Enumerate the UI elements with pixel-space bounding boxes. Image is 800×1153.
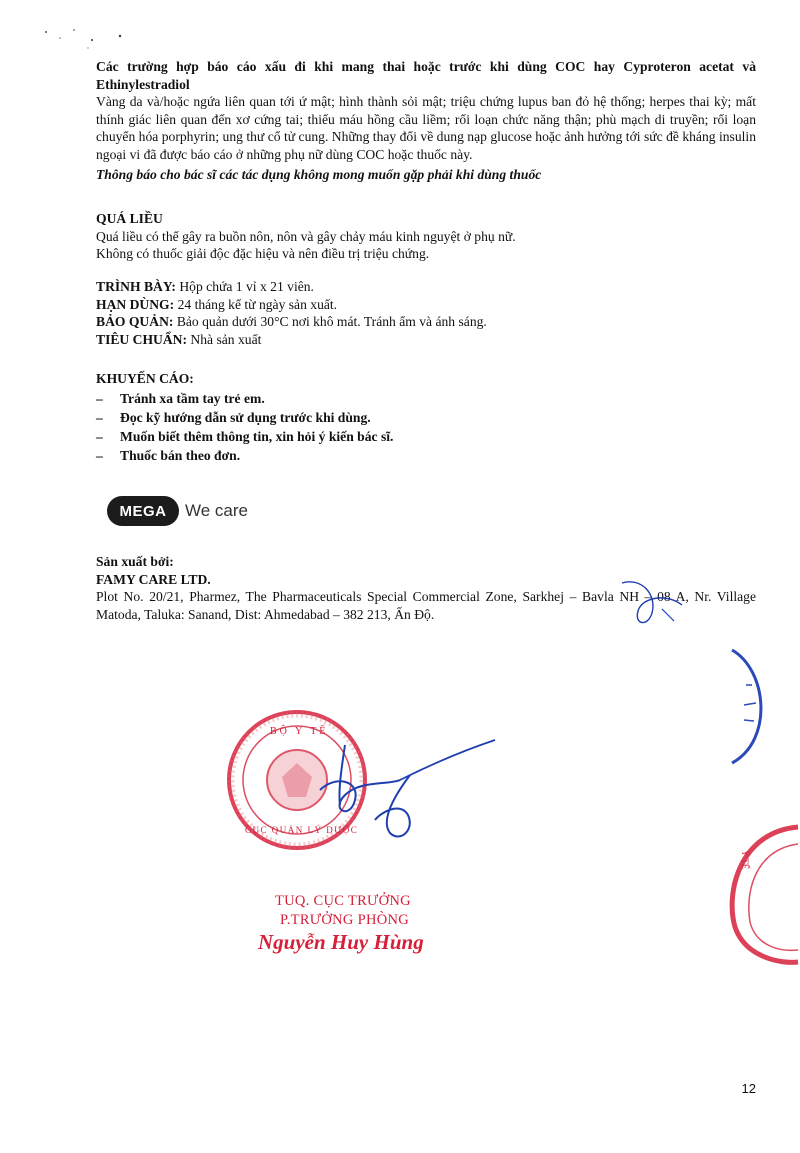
- warning-item: [96, 427, 756, 446]
- page-number: 12: [741, 1081, 756, 1096]
- signer-name: Nguyễn Huy Hùng: [258, 930, 424, 954]
- expiry-value: 24 tháng kể từ ngày sản xuất.: [177, 296, 338, 312]
- warning-text: Tránh xa tầm tay trẻ em.: [120, 390, 265, 406]
- presentation-row: [96, 278, 756, 296]
- storage-value: Bảo quản dưới 30°C nơi khô mát. Tránh ẩm và ánh sáng.: [176, 314, 487, 329]
- adverse-heading: Các trường hợp báo cáo xấu đi khi mang thai hoặc trước khi dùng COC hay Cyproteron acetat và Ethinylestradiol: [96, 59, 756, 92]
- warning-dash: –: [96, 390, 103, 406]
- standard-row: [96, 331, 756, 349]
- warning-text: Thuốc bán theo đơn.: [120, 447, 241, 463]
- authority-line-2: P.TRƯỞNG PHÒNG: [280, 912, 410, 928]
- warning-dash: –: [96, 428, 103, 444]
- red-partial-stamp: [710, 822, 800, 967]
- adverse-body: Vàng da và/hoặc ngứa liên quan tới ứ mật; hình thành sỏi mật; triệu chứng lupus ban đỏ hệ thống; herpes thai kỳ; mất thính giác liên quan đến xơ cứng tai; thiếu máu hồng cầu liềm; rối loạn chức năng thận; phù mạch di truyền; rối loạn chuyển hóa porphyrin; ung thư cổ tử cung. Những thay đổi về dung nạp glucose hoặc ảnh hưởng tới sức đề kháng insulin ngoại vi đã được báo cáo ở những phụ nữ dùng COC hoặc thuốc này.: [96, 94, 756, 162]
- adverse-notice: Thông báo cho bác sĩ các tác dụng không mong muốn gặp phải khi dùng thuốc: [96, 167, 542, 182]
- authority-line-1: TUQ. CỤC TRƯỞNG: [275, 893, 411, 909]
- stamp-bottom-text: CỤC QUẢN LÝ DƯỢC: [245, 825, 359, 835]
- manufacturer-address: Plot No. 20/21, Pharmez, The Pharmaceuticals Special Commercial Zone, Sarkhej – Bavla NH – 08 A, Nr. Village Matoda, Taluka: Sanand, Dist: Ahmedabad – 382 213, Ấn Độ.: [96, 589, 756, 622]
- warning-text: Muốn biết thêm thông tin, xin hỏi ý kiến bác sĩ.: [120, 428, 394, 444]
- warnings-section: [96, 370, 756, 465]
- overdose-section: [96, 210, 756, 263]
- blue-partial-stamp: [712, 645, 800, 765]
- warning-item: [96, 389, 756, 408]
- expiry-label: HẠN DÙNG:: [96, 296, 175, 312]
- manufacturer-label: Sản xuất bởi:: [96, 554, 174, 569]
- logo-brand: MEGA: [107, 496, 179, 526]
- warnings-heading: KHUYẾN CÁO:: [96, 371, 194, 386]
- blue-signature: [300, 735, 500, 845]
- standard-value: Nhà sản xuất: [190, 331, 262, 347]
- warning-dash: –: [96, 409, 103, 425]
- mega-logo: [107, 496, 248, 526]
- adverse-section: [96, 58, 756, 184]
- expiry-row: [96, 296, 756, 314]
- logo-tagline: We care: [185, 501, 248, 520]
- storage-row: [96, 313, 756, 331]
- standard-label: TIÊU CHUẨN:: [96, 331, 188, 347]
- presentation-label: TRÌNH BÀY:: [96, 279, 176, 294]
- scan-specks: [40, 24, 130, 54]
- presentation-value: Hộp chứa 1 vỉ x 21 viên.: [179, 279, 314, 294]
- manufacturer-name: FAMY CARE LTD.: [96, 571, 211, 587]
- partial-stamp-text: Y TẾ: [740, 850, 750, 870]
- warning-item: [96, 446, 756, 465]
- warning-text: Đọc kỹ hướng dẫn sử dụng trước khi dùng.: [120, 409, 371, 425]
- overdose-line-1: Quá liều có thể gây ra buồn nôn, nôn và gây chảy máu kinh nguyệt ở phụ nữ.: [96, 228, 516, 244]
- overdose-heading: QUÁ LIỀU: [96, 211, 163, 226]
- warning-item: [96, 408, 756, 427]
- storage-label: BẢO QUẢN:: [96, 314, 174, 329]
- product-info: [96, 278, 756, 348]
- stamp-top-text: BỘ Y TẾ: [270, 726, 329, 737]
- pen-mark: [612, 575, 702, 635]
- warning-dash: –: [96, 447, 103, 463]
- overdose-line-2: Không có thuốc giải độc đặc hiệu và nên điều trị triệu chứng.: [96, 246, 430, 261]
